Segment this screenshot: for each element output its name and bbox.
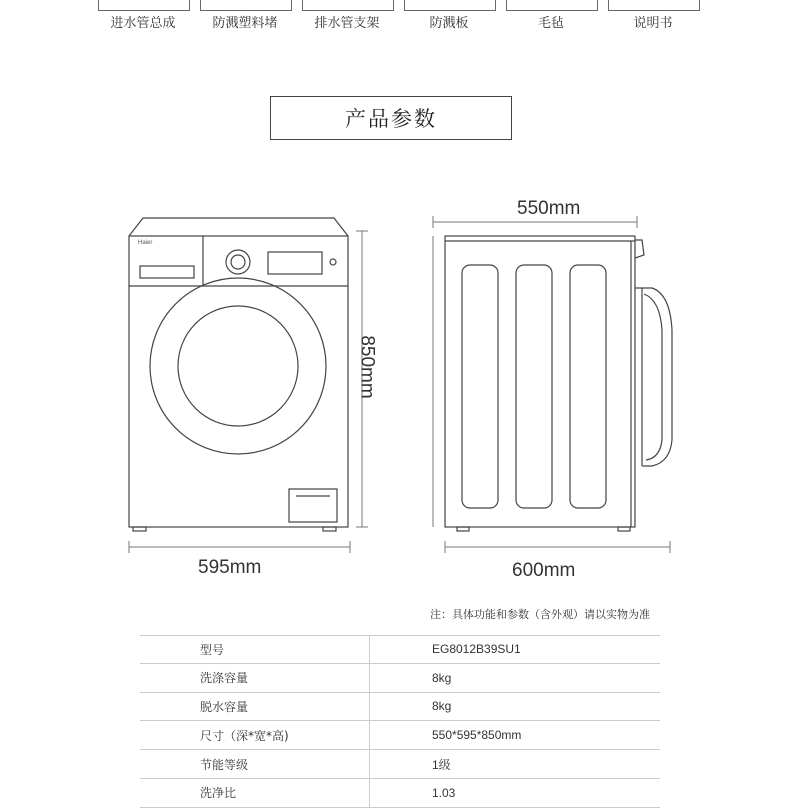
side-depth-top-label: 550mm <box>517 198 581 219</box>
spec-key: 脱水容量 <box>140 693 370 721</box>
spec-table <box>140 635 660 808</box>
table-row <box>140 664 660 693</box>
filter-cover <box>289 489 337 522</box>
disclaimer-note: 注：具体功能和参数（含外观）请以实物为准 <box>430 608 650 621</box>
accessory-label: 排水管支架 <box>314 16 380 31</box>
door-glass <box>178 306 298 426</box>
section-title: 产品参数 <box>270 96 512 140</box>
detergent-drawer <box>140 266 194 278</box>
display-panel <box>268 252 322 274</box>
front-width-label: 595mm <box>198 557 262 578</box>
spec-key: 节能等级 <box>140 750 370 778</box>
washer-side-view <box>445 236 672 531</box>
door-outer-ring <box>150 278 326 454</box>
table-row <box>140 750 660 779</box>
table-row <box>140 635 660 664</box>
spec-value: EG8012B39SU1 <box>432 642 521 657</box>
control-knob <box>226 250 250 274</box>
spec-key: 尺寸（深*宽*高) <box>140 721 370 749</box>
spec-value: 8kg <box>432 670 452 685</box>
spec-value: 1.03 <box>432 785 456 800</box>
spec-value: 1级 <box>432 757 451 772</box>
side-depth-bottom-label: 600mm <box>512 560 576 581</box>
accessory-label: 防溅塑料堵 <box>212 16 278 31</box>
spec-key: 洗净比 <box>140 779 370 807</box>
spec-key: 型号 <box>140 636 370 663</box>
accessory-label: 毛毡 <box>537 16 564 31</box>
spec-value: 550*595*850mm <box>432 728 522 743</box>
washer-front-view <box>129 218 348 531</box>
table-row <box>140 693 660 722</box>
height-label: 850mm <box>356 335 378 399</box>
accessory-label: 进水管总成 <box>110 16 176 31</box>
spec-value: 8kg <box>432 699 452 714</box>
table-row <box>140 721 660 750</box>
table-row <box>140 779 660 808</box>
accessory-label: 防溅板 <box>429 16 469 31</box>
accessory-label: 说明书 <box>633 16 673 31</box>
brand-logo: Haier <box>138 240 153 246</box>
spec-key: 洗涤容量 <box>140 664 370 692</box>
